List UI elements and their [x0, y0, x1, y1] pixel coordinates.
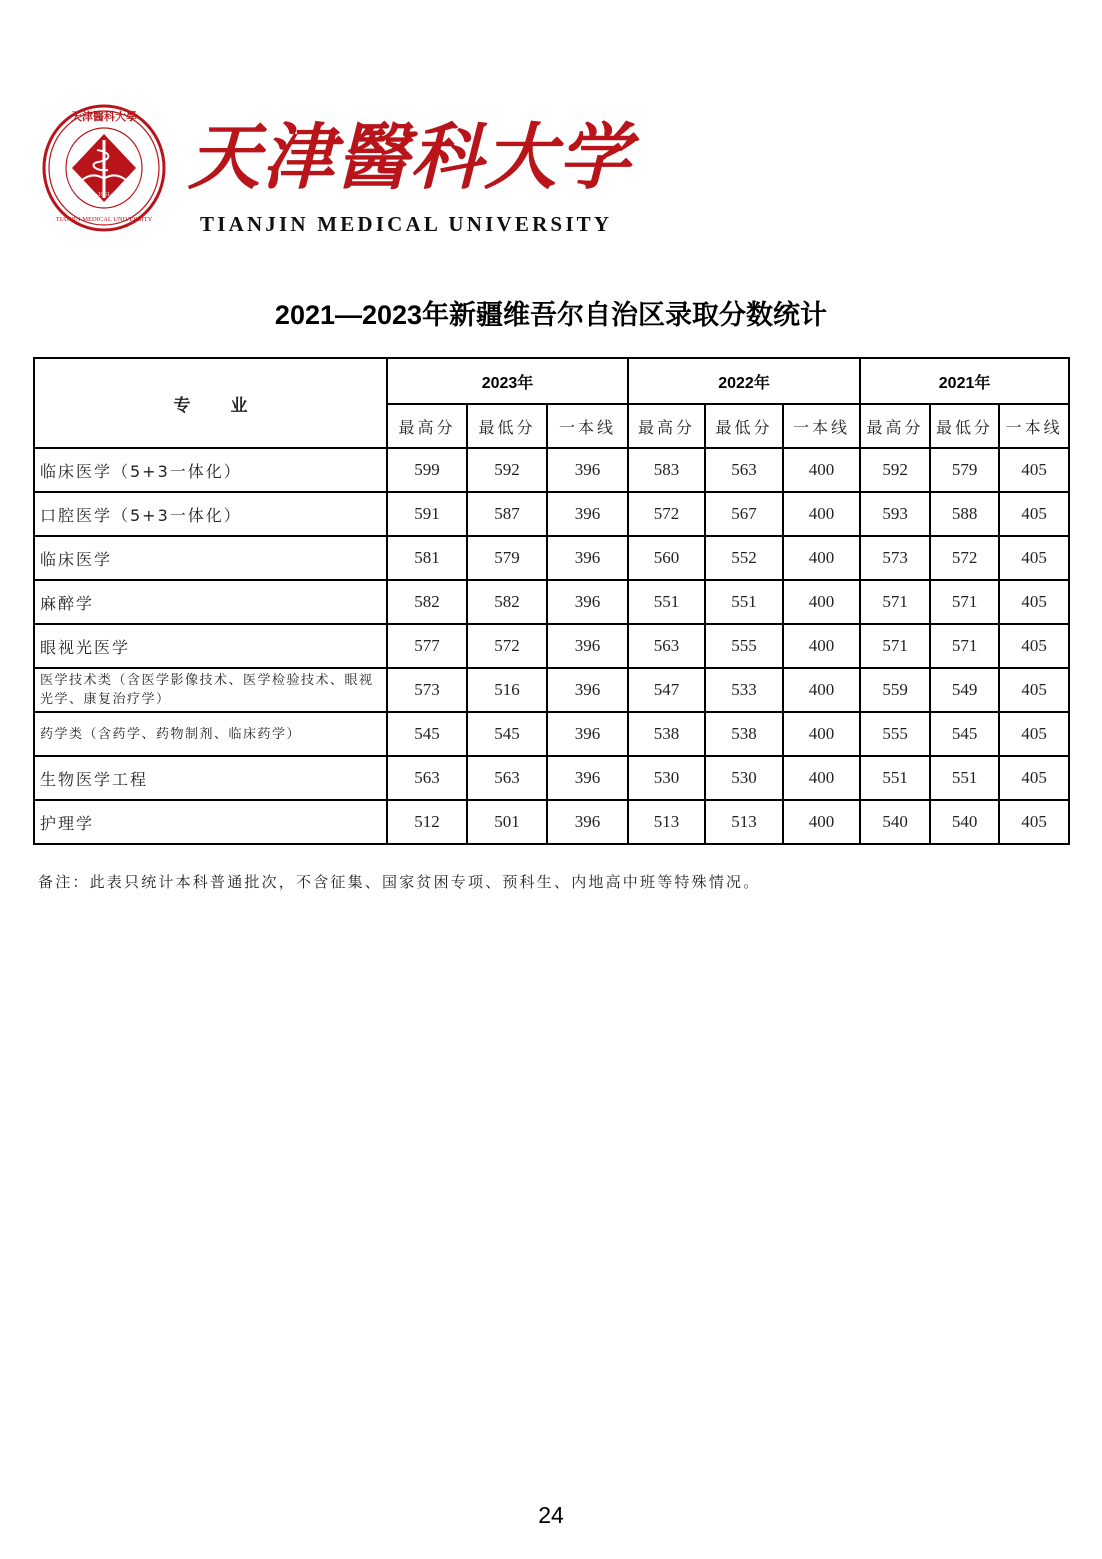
year-header-2023: 2023年 — [387, 358, 628, 404]
score-cell: 577 — [387, 624, 467, 668]
score-cell: 501 — [467, 800, 547, 844]
score-cell: 516 — [467, 668, 547, 712]
header-max-score: 最高分 — [860, 404, 930, 448]
header-tier-line: 一本线 — [547, 404, 628, 448]
table-row — [34, 756, 1069, 800]
score-cell: 396 — [547, 624, 628, 668]
table-row — [34, 536, 1069, 580]
score-cell: 579 — [930, 448, 999, 492]
score-cell: 563 — [387, 756, 467, 800]
score-cell: 405 — [999, 712, 1069, 756]
score-cell: 588 — [930, 492, 999, 536]
score-cell: 581 — [387, 536, 467, 580]
score-cell: 555 — [705, 624, 783, 668]
score-cell: 545 — [467, 712, 547, 756]
score-cell: 582 — [387, 580, 467, 624]
score-cell: 555 — [860, 712, 930, 756]
score-cell: 400 — [783, 712, 860, 756]
score-cell: 396 — [547, 712, 628, 756]
score-cell: 551 — [860, 756, 930, 800]
score-cell: 551 — [930, 756, 999, 800]
score-cell: 512 — [387, 800, 467, 844]
score-cell: 545 — [387, 712, 467, 756]
score-cell: 592 — [467, 448, 547, 492]
major-name: 临床医学（5+3一体化） — [34, 448, 387, 492]
score-cell: 551 — [705, 580, 783, 624]
score-cell: 571 — [930, 624, 999, 668]
score-cell: 530 — [628, 756, 705, 800]
year-header-row — [34, 358, 1069, 404]
score-cell: 405 — [999, 668, 1069, 712]
header-min-score: 最低分 — [705, 404, 783, 448]
score-cell: 400 — [783, 492, 860, 536]
score-cell: 552 — [705, 536, 783, 580]
university-logo — [42, 104, 642, 244]
score-cell: 396 — [547, 580, 628, 624]
page-title: 2021—2023年新疆维吾尔自治区录取分数统计 — [274, 300, 828, 330]
score-cell: 513 — [705, 800, 783, 844]
score-cell: 405 — [999, 492, 1069, 536]
score-cell: 591 — [387, 492, 467, 536]
page-number: 24 — [538, 1502, 564, 1528]
score-cell: 400 — [783, 536, 860, 580]
score-cell: 560 — [628, 536, 705, 580]
score-cell: 400 — [783, 580, 860, 624]
major-name: 生物医学工程 — [34, 756, 387, 800]
score-cell: 400 — [783, 800, 860, 844]
table-row — [34, 712, 1069, 756]
score-cell: 513 — [628, 800, 705, 844]
score-cell: 405 — [999, 536, 1069, 580]
major-name: 药学类（含药学、药物制剂、临床药学） — [34, 712, 387, 756]
table-footnote: 备注：此表只统计本科普通批次，不含征集、国家贫困专项、预科生、内地高中班等特殊情况。 — [38, 873, 761, 891]
score-cell: 396 — [547, 536, 628, 580]
score-cell: 547 — [628, 668, 705, 712]
major-name: 护理学 — [34, 800, 387, 844]
score-cell: 540 — [860, 800, 930, 844]
score-cell: 405 — [999, 756, 1069, 800]
score-cell: 533 — [705, 668, 783, 712]
score-cell: 400 — [783, 756, 860, 800]
university-name-en: TIANJIN MEDICAL UNIVERSITY — [200, 212, 613, 236]
score-cell: 551 — [628, 580, 705, 624]
table-row — [34, 580, 1069, 624]
header-max-score: 最高分 — [628, 404, 705, 448]
score-cell: 592 — [860, 448, 930, 492]
score-cell: 563 — [467, 756, 547, 800]
score-cell: 540 — [930, 800, 999, 844]
score-cell: 579 — [467, 536, 547, 580]
score-cell: 593 — [860, 492, 930, 536]
score-cell: 571 — [930, 580, 999, 624]
table-row — [34, 800, 1069, 844]
table-row — [34, 668, 1069, 712]
table-row — [34, 624, 1069, 668]
header-max-score: 最高分 — [387, 404, 467, 448]
major-column-header: 专业 — [34, 358, 387, 448]
score-cell: 538 — [705, 712, 783, 756]
score-cell: 405 — [999, 800, 1069, 844]
major-name: 眼视光医学 — [34, 624, 387, 668]
score-cell: 599 — [387, 448, 467, 492]
score-cell: 563 — [705, 448, 783, 492]
university-emblem-icon — [42, 104, 166, 232]
score-cell: 582 — [467, 580, 547, 624]
score-cell: 571 — [860, 580, 930, 624]
score-cell: 572 — [930, 536, 999, 580]
score-cell: 573 — [387, 668, 467, 712]
score-cell: 538 — [628, 712, 705, 756]
score-cell: 400 — [783, 624, 860, 668]
score-cell: 400 — [783, 668, 860, 712]
score-cell: 573 — [860, 536, 930, 580]
score-cell: 396 — [547, 800, 628, 844]
score-cell: 396 — [547, 492, 628, 536]
score-cell: 396 — [547, 668, 628, 712]
header-min-score: 最低分 — [467, 404, 547, 448]
admission-score-table — [33, 357, 1070, 845]
major-name: 临床医学 — [34, 536, 387, 580]
score-cell: 530 — [705, 756, 783, 800]
major-name: 医学技术类（含医学影像技术、医学检验技术、眼视光学、康复治疗学） — [34, 668, 387, 712]
score-cell: 572 — [467, 624, 547, 668]
score-cell: 559 — [860, 668, 930, 712]
score-cell: 571 — [860, 624, 930, 668]
score-cell: 396 — [547, 448, 628, 492]
svg-text:天津醫科大學: 天津醫科大學 — [71, 110, 137, 123]
svg-text:·1951·: ·1951· — [96, 192, 112, 198]
major-name: 口腔医学（5+3一体化） — [34, 492, 387, 536]
university-name-cn: 天津醫科大学 — [188, 114, 633, 199]
score-cell: 583 — [628, 448, 705, 492]
header-tier-line: 一本线 — [783, 404, 860, 448]
score-cell: 400 — [783, 448, 860, 492]
year-header-2021: 2021年 — [860, 358, 1069, 404]
score-cell: 587 — [467, 492, 547, 536]
svg-text:TIANJIN MEDICAL UNIVERSITY: TIANJIN MEDICAL UNIVERSITY — [55, 216, 153, 223]
score-cell: 405 — [999, 448, 1069, 492]
score-cell: 396 — [547, 756, 628, 800]
score-cell: 405 — [999, 624, 1069, 668]
score-cell: 405 — [999, 580, 1069, 624]
score-cell: 572 — [628, 492, 705, 536]
score-cell: 567 — [705, 492, 783, 536]
major-name: 麻醉学 — [34, 580, 387, 624]
table-row — [34, 448, 1069, 492]
header-min-score: 最低分 — [930, 404, 999, 448]
score-cell: 549 — [930, 668, 999, 712]
year-header-2022: 2022年 — [628, 358, 860, 404]
header-tier-line: 一本线 — [999, 404, 1069, 448]
score-cell: 563 — [628, 624, 705, 668]
score-cell: 545 — [930, 712, 999, 756]
table-row — [34, 492, 1069, 536]
